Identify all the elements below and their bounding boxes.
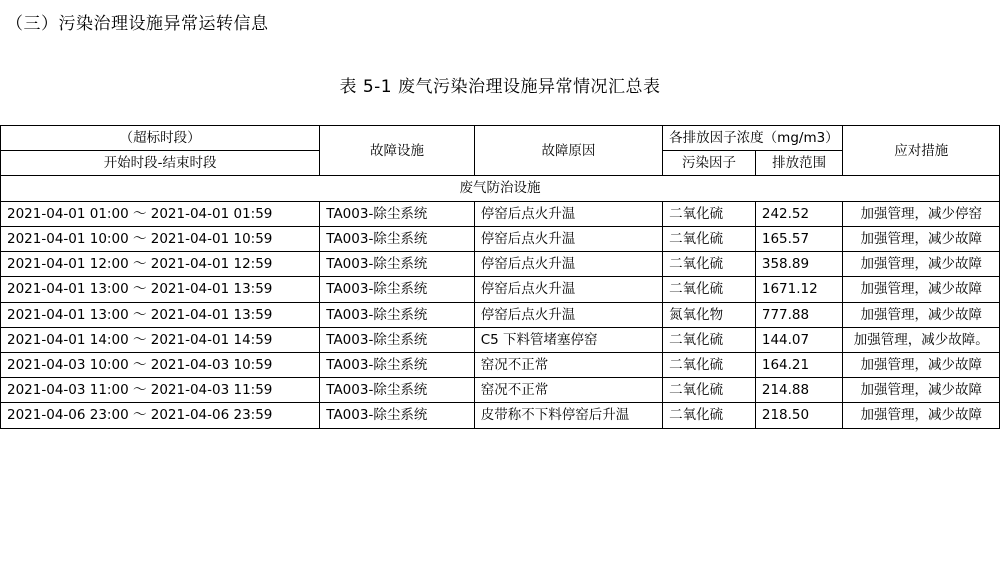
cell-measure: 加强管理，减少故障 xyxy=(843,403,1000,428)
header-fault-reason: 故障原因 xyxy=(474,126,662,176)
cell-period: 2021-04-03 10:00 ～ 2021-04-03 10:59 xyxy=(1,352,320,377)
cell-period: 2021-04-01 10:00 ～ 2021-04-01 10:59 xyxy=(1,226,320,251)
cell-factor: 二氧化硫 xyxy=(663,226,756,251)
cell-reason: 停窑后点火升温 xyxy=(474,201,662,226)
cell-facility: TA003-除尘系统 xyxy=(320,378,474,403)
group-row-label: 废气防治设施 xyxy=(1,176,1000,201)
cell-reason: 停窑后点火升温 xyxy=(474,252,662,277)
cell-measure: 加强管理，减少故障 xyxy=(843,277,1000,302)
header-fault-facility: 故障设施 xyxy=(320,126,474,176)
cell-facility: TA003-除尘系统 xyxy=(320,277,474,302)
cell-range: 214.88 xyxy=(755,378,843,403)
cell-reason: 停窑后点火升温 xyxy=(474,277,662,302)
cell-range: 777.88 xyxy=(755,302,843,327)
table-body xyxy=(1,176,1000,428)
table-row xyxy=(1,352,1000,377)
table-header xyxy=(1,126,1000,176)
table-row xyxy=(1,327,1000,352)
cell-measure: 加强管理，减少故障。 xyxy=(843,327,1000,352)
table-row xyxy=(1,378,1000,403)
table-row xyxy=(1,252,1000,277)
table-row xyxy=(1,226,1000,251)
cell-factor: 二氧化硫 xyxy=(663,327,756,352)
cell-factor: 二氧化硫 xyxy=(663,403,756,428)
cell-reason: 皮带称不下料停窑后升温 xyxy=(474,403,662,428)
header-pollutant-factor: 污染因子 xyxy=(663,151,756,176)
header-over-limit-period: （超标时段） xyxy=(1,126,320,151)
cell-factor: 氮氧化物 xyxy=(663,302,756,327)
header-measures: 应对措施 xyxy=(843,126,1000,176)
table-row xyxy=(1,277,1000,302)
table-title: 表 5-1 废气污染治理设施异常情况汇总表 xyxy=(339,77,661,97)
header-emission-concentration: 各排放因子浓度（mg/m3） xyxy=(663,126,843,151)
cell-period: 2021-04-01 13:00 ～ 2021-04-01 13:59 xyxy=(1,277,320,302)
cell-reason: 停窑后点火升温 xyxy=(474,226,662,251)
cell-reason: 停窑后点火升温 xyxy=(474,302,662,327)
table-row xyxy=(1,403,1000,428)
cell-measure: 加强管理，减少故障 xyxy=(843,252,1000,277)
cell-range: 358.89 xyxy=(755,252,843,277)
cell-range: 1671.12 xyxy=(755,277,843,302)
cell-range: 242.52 xyxy=(755,201,843,226)
cell-facility: TA003-除尘系统 xyxy=(320,201,474,226)
cell-period: 2021-04-06 23:00 ～ 2021-04-06 23:59 xyxy=(1,403,320,428)
cell-period: 2021-04-01 12:00 ～ 2021-04-01 12:59 xyxy=(1,252,320,277)
cell-measure: 加强管理，减少故障 xyxy=(843,352,1000,377)
cell-factor: 二氧化硫 xyxy=(663,252,756,277)
document-page xyxy=(0,9,1000,570)
cell-period: 2021-04-01 01:00 ～ 2021-04-01 01:59 xyxy=(1,201,320,226)
cell-reason: 窑况不正常 xyxy=(474,352,662,377)
cell-period: 2021-04-01 13:00 ～ 2021-04-01 13:59 xyxy=(1,302,320,327)
cell-facility: TA003-除尘系统 xyxy=(320,226,474,251)
cell-range: 218.50 xyxy=(755,403,843,428)
table-row xyxy=(1,201,1000,226)
cell-range: 164.21 xyxy=(755,352,843,377)
table-group-row xyxy=(1,176,1000,201)
cell-range: 165.57 xyxy=(755,226,843,251)
cell-range: 144.07 xyxy=(755,327,843,352)
cell-reason: 窑况不正常 xyxy=(474,378,662,403)
cell-factor: 二氧化硫 xyxy=(663,277,756,302)
cell-facility: TA003-除尘系统 xyxy=(320,327,474,352)
cell-factor: 二氧化硫 xyxy=(663,352,756,377)
table-row xyxy=(1,302,1000,327)
cell-measure: 加强管理，减少故障 xyxy=(843,302,1000,327)
cell-facility: TA003-除尘系统 xyxy=(320,352,474,377)
cell-facility: TA003-除尘系统 xyxy=(320,403,474,428)
cell-factor: 二氧化硫 xyxy=(663,378,756,403)
header-emission-range: 排放范围 xyxy=(755,151,843,176)
cell-facility: TA003-除尘系统 xyxy=(320,252,474,277)
abnormal-operation-table xyxy=(0,125,1000,429)
cell-measure: 加强管理，减少停窑 xyxy=(843,201,1000,226)
cell-reason: C5 下料管堵塞停窑 xyxy=(474,327,662,352)
section-heading: （三）污染治理设施异常运转信息 xyxy=(6,14,269,34)
cell-facility: TA003-除尘系统 xyxy=(320,302,474,327)
cell-factor: 二氧化硫 xyxy=(663,201,756,226)
header-start-end: 开始时段-结束时段 xyxy=(1,151,320,176)
cell-measure: 加强管理，减少故障 xyxy=(843,378,1000,403)
cell-measure: 加强管理，减少故障 xyxy=(843,226,1000,251)
cell-period: 2021-04-01 14:00 ～ 2021-04-01 14:59 xyxy=(1,327,320,352)
table-header-row-1 xyxy=(1,126,1000,151)
cell-period: 2021-04-03 11:00 ～ 2021-04-03 11:59 xyxy=(1,378,320,403)
